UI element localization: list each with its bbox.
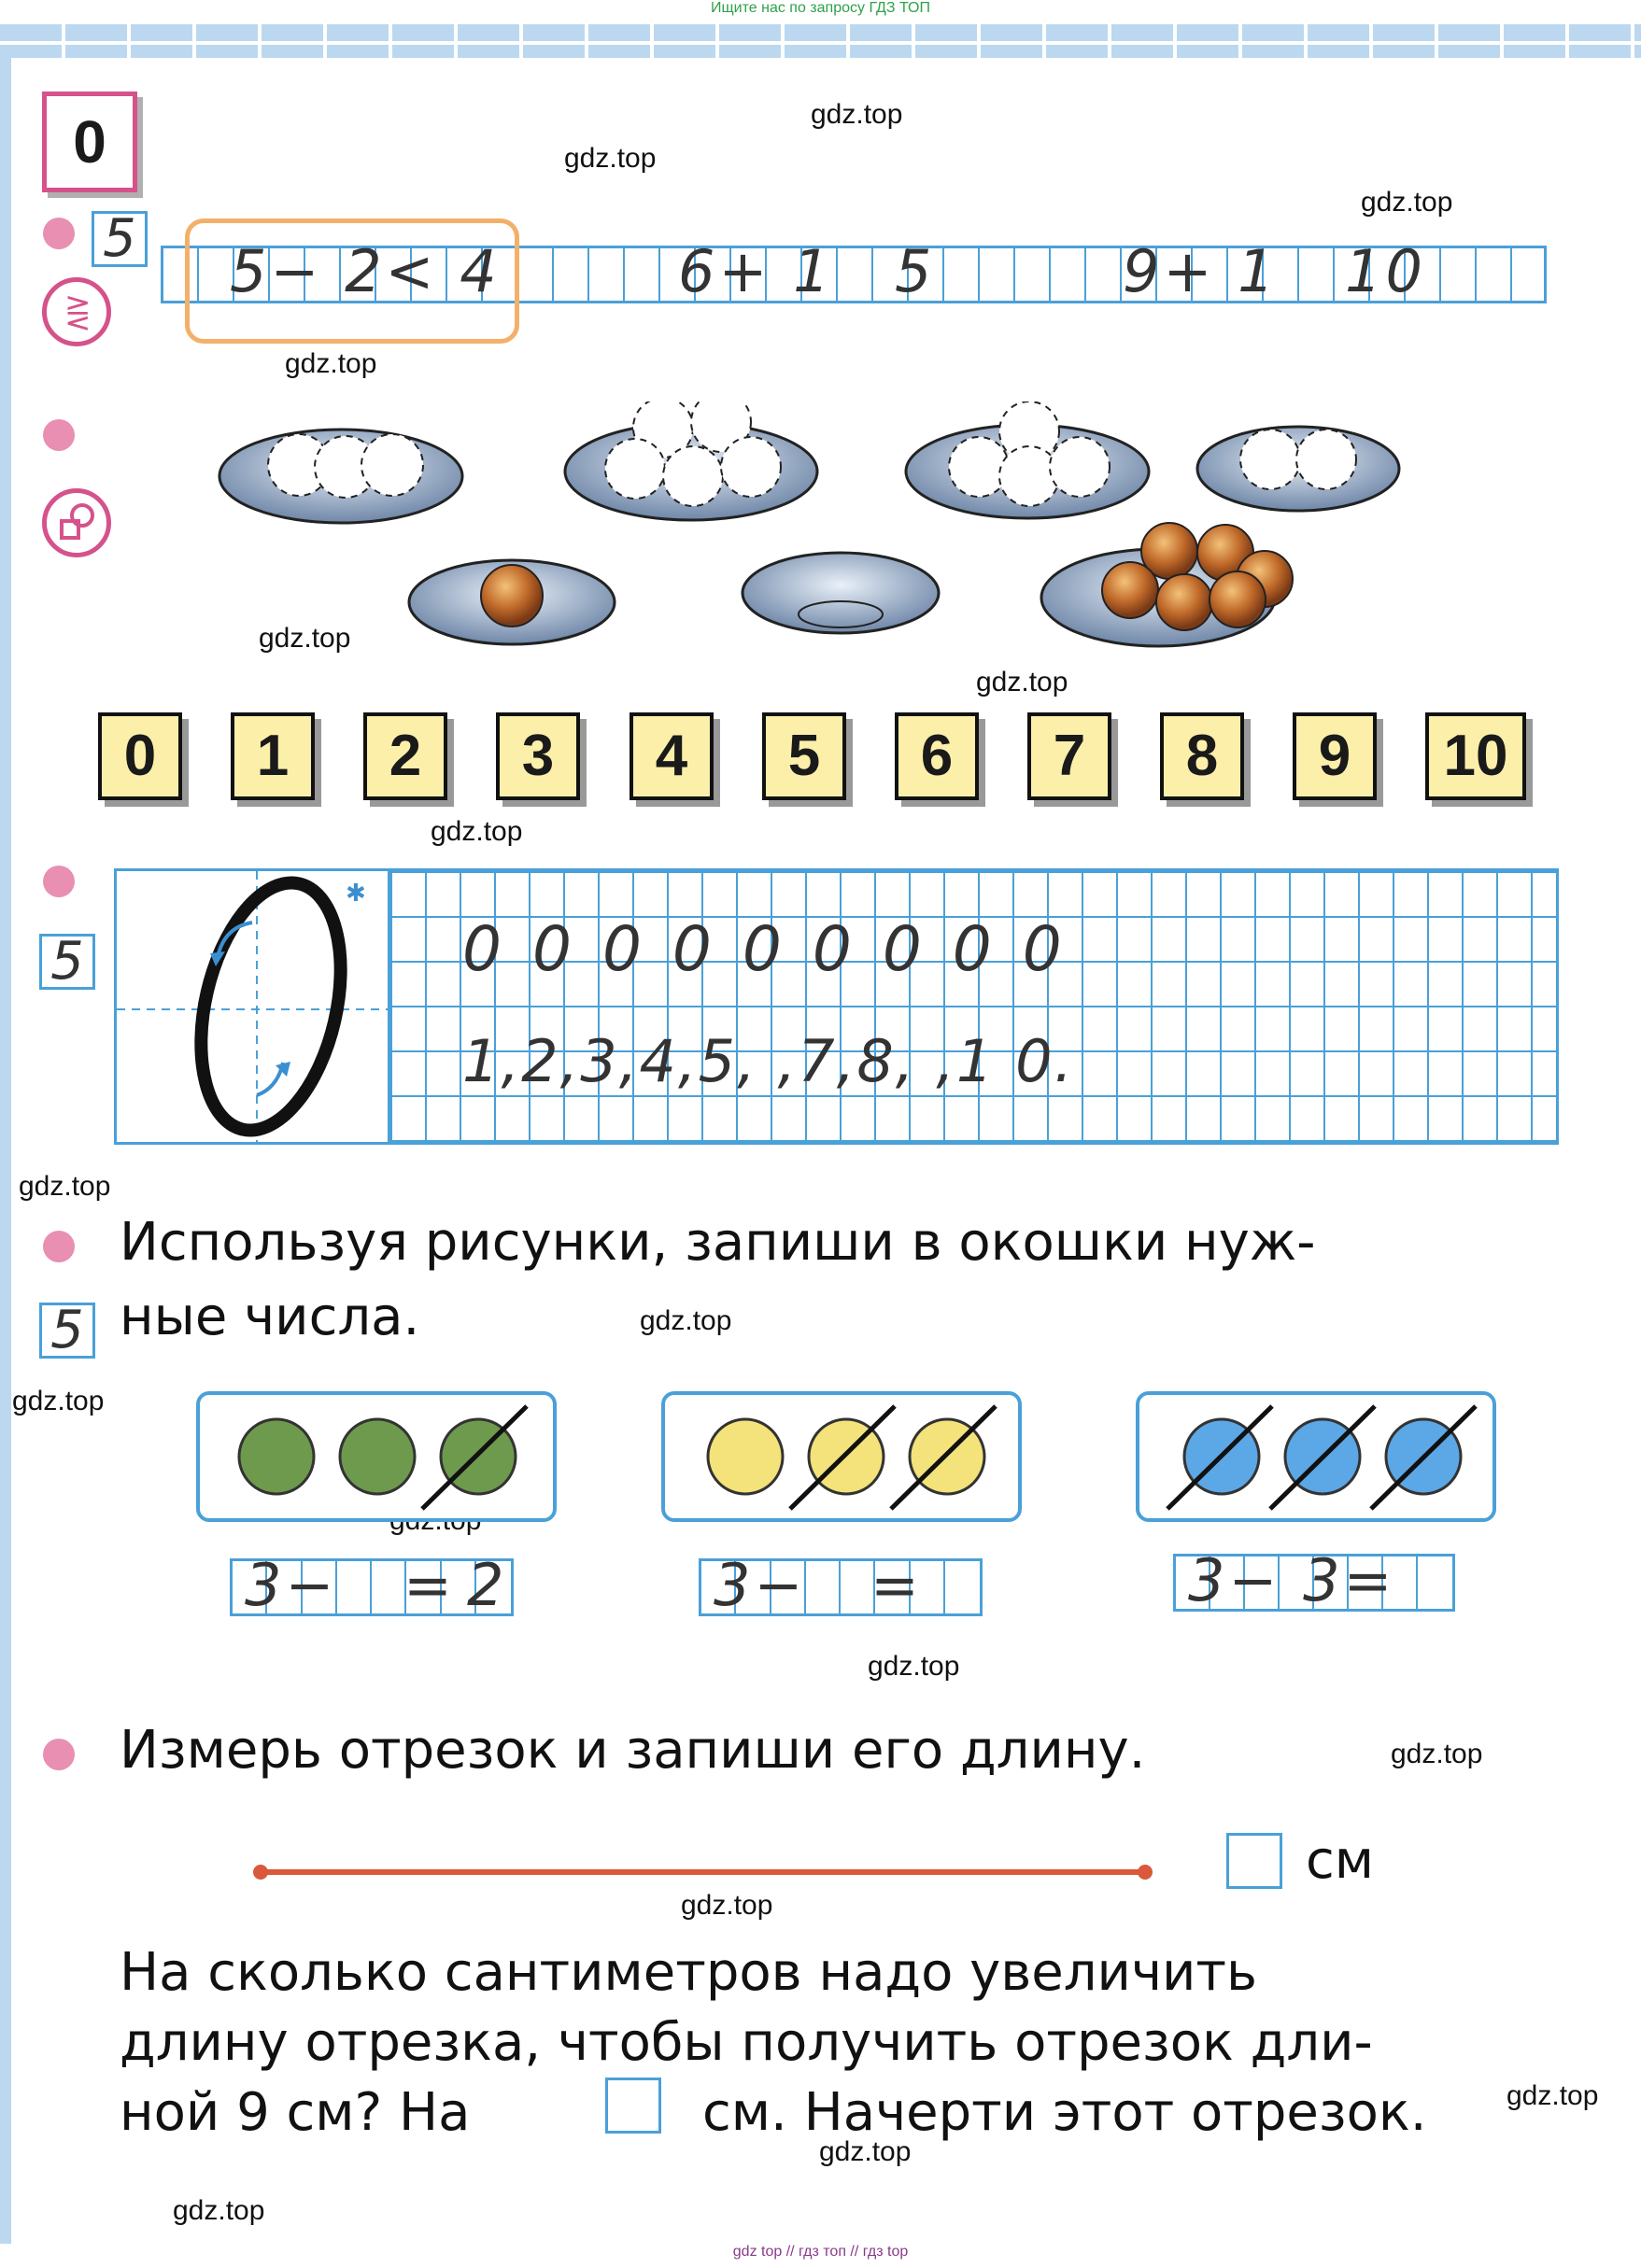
unit-label: см [1306, 1830, 1375, 1891]
watermark: gdz.top [431, 816, 523, 847]
watermark: gdz.top [12, 1386, 105, 1416]
equation-2-equals: = [870, 1551, 923, 1619]
answer-3: 5 [895, 237, 936, 305]
grid-row-2: 1,2,3,4,5, ,7,8, ,1 0. [462, 1027, 1075, 1095]
task5-question-line2: длину отрезка, чтобы получить отрезок дли- [120, 2012, 1373, 2073]
watermark: gdz.top [1361, 187, 1453, 218]
watermark: gdz.top [819, 2136, 912, 2167]
number-card: 9 [1293, 712, 1377, 800]
score-box: 5 [39, 1303, 95, 1359]
plate-empty-slots [1197, 427, 1399, 511]
task-bullet [43, 1739, 75, 1770]
plates-illustration [205, 401, 1420, 663]
watermark: gdz.top [285, 348, 377, 379]
svg-text:⋛: ⋛ [64, 294, 92, 331]
equation-1-left: 3− [245, 1551, 338, 1619]
watermark: gdz.top [1391, 1739, 1483, 1769]
task5-instruction: Измерь отрезок и запиши его длину. [120, 1720, 1146, 1781]
task-bullet [43, 419, 75, 451]
watermark: gdz.top [564, 143, 657, 174]
watermark: gdz.top [1507, 2080, 1599, 2111]
number-card: 7 [1027, 712, 1111, 800]
number-card: 1 [231, 712, 315, 800]
sample-digit-box [114, 868, 393, 1145]
number-card: 0 [98, 712, 182, 800]
bottom-note: gdz top // гдз топ // гдз top [732, 2244, 909, 2260]
watermark: gdz.top [19, 1171, 111, 1202]
ball-group-yellow [661, 1391, 1022, 1522]
lesson-number-box [42, 92, 137, 192]
watermark: gdz.top [868, 1651, 960, 1682]
increase-answer-box[interactable] [605, 2078, 661, 2134]
score-value: 5 [103, 208, 136, 269]
left-decor-strip [0, 58, 19, 2244]
task5-question-line3a: ной 9 см? На [120, 2082, 471, 2143]
task4-instruction-line1: Используя рисунки, запиши в окошки нуж- [120, 1212, 1316, 1273]
number-card: 2 [363, 712, 447, 800]
task-bullet [43, 1231, 75, 1262]
task5-question-line3b: см. Начерти этот отрезок. [702, 2082, 1427, 2143]
plate-empty-slots [906, 401, 1149, 518]
plate-empty-slots [219, 430, 462, 523]
score-box: 5 [39, 934, 95, 990]
plate-empty-slots [565, 401, 817, 520]
watermark: gdz.top [640, 1305, 732, 1336]
equation-1-equals: = [403, 1551, 456, 1619]
top-note: Ищите нас по запросу ГДЗ ТОП [711, 0, 930, 16]
answer-2: 6+ 1 [678, 237, 834, 305]
answer-1: 5− 2< 4 [230, 237, 501, 305]
equation-3: 3− 3= [1188, 1546, 1396, 1614]
watermark: gdz.top [811, 99, 903, 130]
watermark: gdz.top [259, 623, 351, 654]
measure-segment [248, 1860, 1158, 1884]
svg-text:✱: ✱ [346, 880, 366, 908]
plate-with-apples [1041, 523, 1293, 646]
task5-question-line1: На сколько сантиметров надо увеличить [120, 1942, 1258, 2003]
watermark: gdz.top [681, 1890, 773, 1921]
watermark: gdz.top [976, 667, 1068, 697]
grid-row-1: 0 0 0 0 0 0 0 0 0 [462, 913, 1068, 985]
answer-5: 10 [1345, 237, 1426, 305]
number-card: 4 [630, 712, 714, 800]
plate-with-apple [409, 560, 615, 644]
watermark: gdz.top [173, 2195, 265, 2226]
equation-1-result: 2 [467, 1551, 508, 1619]
task-bullet [43, 866, 75, 897]
page-background [21, 58, 1641, 2244]
plate-empty [743, 553, 939, 633]
top-decor-divider [0, 41, 1641, 45]
score-box [92, 208, 148, 269]
ball-group-blue [1136, 1391, 1496, 1522]
shapes-icon [42, 488, 111, 557]
compare-icon [42, 277, 111, 346]
number-card: 3 [496, 712, 580, 800]
equation-2-left: 3− [714, 1551, 807, 1619]
length-answer-box[interactable] [1226, 1833, 1282, 1889]
writing-grid [388, 868, 1559, 1145]
number-card: 8 [1160, 712, 1244, 800]
number-card: 10 [1425, 712, 1526, 800]
answer-4: 9+ 1 [1123, 237, 1279, 305]
lesson-number: 0 [73, 108, 106, 176]
ball-group-green [196, 1391, 557, 1522]
task4-instruction-line2: ные числа. [120, 1287, 420, 1347]
task-bullet [43, 218, 75, 249]
number-card: 5 [762, 712, 846, 800]
number-card: 6 [895, 712, 979, 800]
